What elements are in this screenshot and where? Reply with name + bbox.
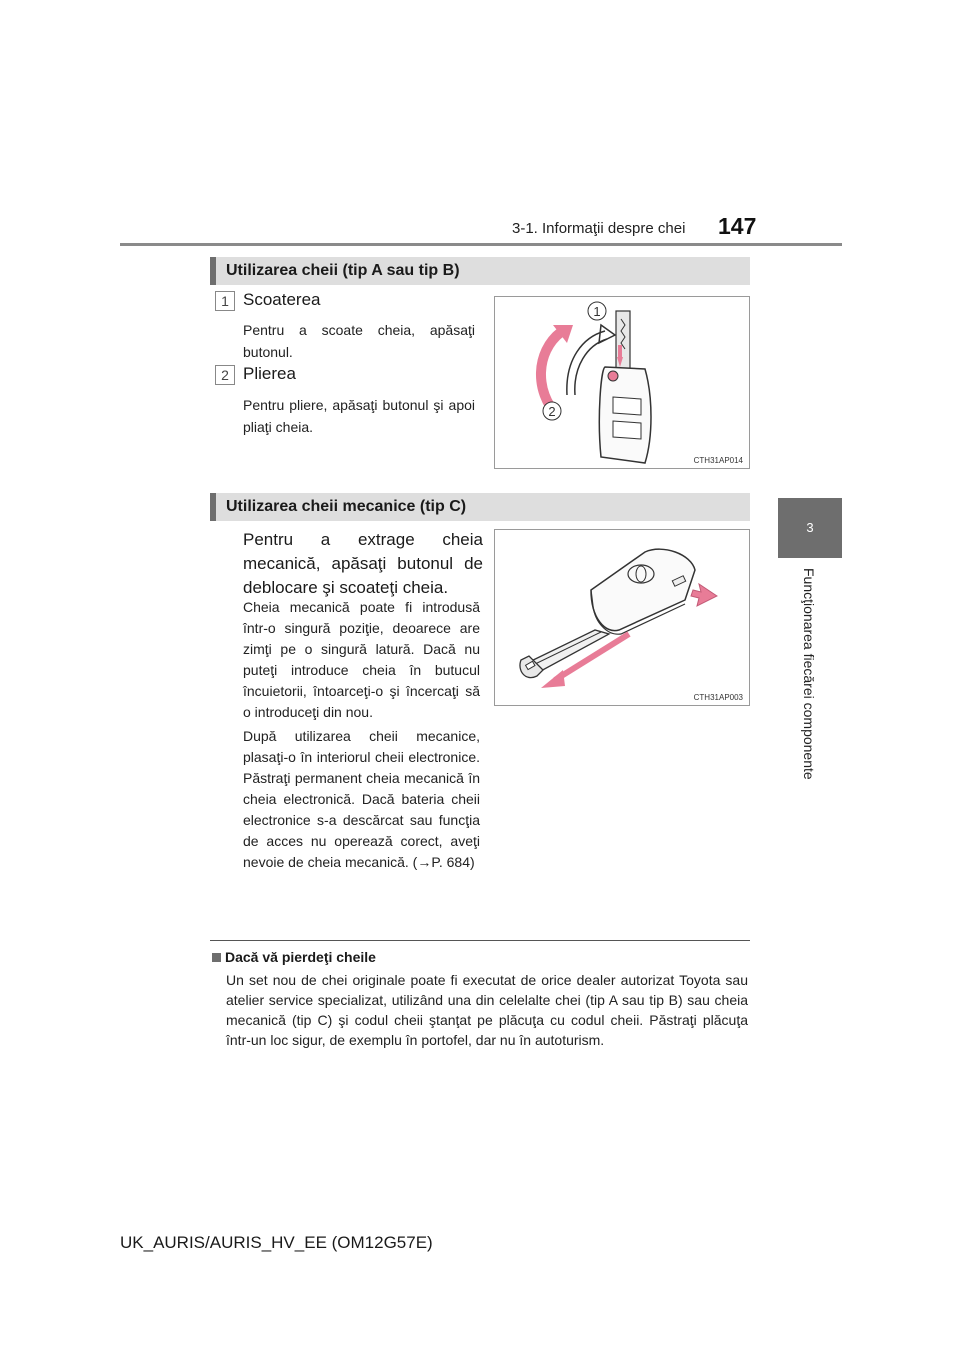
square-bullet-icon bbox=[212, 953, 221, 962]
callout-2-label: 2 bbox=[548, 404, 556, 419]
key-blade bbox=[616, 311, 630, 373]
chapter-label: Funcţionarea fiecărei componente bbox=[801, 568, 817, 780]
figure-key-fold bbox=[494, 296, 750, 469]
mechanical-key-note-1: Cheia mecanică poate fi introdusă într-o singură poziţie, deoarece are zimţi pe o singură latură. Dacă nu puteţi introduce cheia în butucul încuietorii, întoarceţi-o şi încercaţi să o introduceţi din nou. bbox=[243, 599, 480, 720]
note-heading-text: Dacă vă pierdeţi cheile bbox=[225, 949, 376, 965]
chapter-number: 3 bbox=[806, 520, 814, 535]
document-code: UK_AURIS/AURIS_HV_EE (OM12G57E) bbox=[120, 1233, 433, 1252]
note-heading bbox=[212, 949, 376, 965]
release-arrow bbox=[691, 584, 717, 606]
step-desc-2: Pentru pliere, apăsaţi butonul şi apoi pliaţi cheia. bbox=[243, 397, 475, 435]
section-header-text: Utilizarea cheii mecanice (tip C) bbox=[226, 498, 467, 515]
step-title-2: Plierea bbox=[243, 364, 296, 383]
step-title-1: Scoaterea bbox=[243, 290, 321, 309]
flip-key-illustration bbox=[495, 297, 749, 468]
step-desc-1: Pentru a scoate cheia, apăsaţi butonul. bbox=[243, 322, 475, 360]
chapter-tab bbox=[778, 498, 842, 558]
note-divider bbox=[210, 940, 750, 941]
smart-key-body bbox=[591, 549, 695, 630]
smart-key-illustration bbox=[495, 530, 749, 705]
figure-code: CTH31AP014 bbox=[693, 456, 743, 465]
header-rule bbox=[120, 243, 842, 246]
key-fob bbox=[599, 367, 651, 463]
figure-code: CTH31AP003 bbox=[693, 693, 743, 702]
step-number-1: 1 bbox=[215, 291, 235, 311]
figure-mechanical-key bbox=[494, 529, 750, 706]
mechanical-key-note-2: După utilizarea cheii mecanice, plasaţi-o în interiorul cheii electronice. Păstraţi permanent cheia mecanică în cheia electronică. Dacă bateria cheii electronice s-a descărcat sau funcţia de acces nu operează corect, aveţi nevoie de cheia mecanică. (→P. 684) bbox=[243, 728, 480, 870]
callout-1-label: 1 bbox=[593, 304, 601, 319]
section-header-key-type-ab bbox=[210, 257, 750, 285]
section-header-mechanical-key bbox=[210, 493, 750, 521]
step-number-2: 2 bbox=[215, 365, 235, 385]
note-body: Un set nou de chei originale poate fi executat de orice dealer autorizat Toyota sau atelier service specializat, utilizând una din celelalte chei (tip A sau tip B) sau cheia mecanică (tip C) şi codul cheii ştanţat pe plăcuţa cu codul cheii. Păstraţi plăcuţa într-un loc sigur, de exemplu în portofel, dar nu în autoturism. bbox=[226, 972, 748, 1048]
section-header-text: Utilizarea cheii (tip A sau tip B) bbox=[226, 262, 460, 279]
section-title: 3-1. Informaţii despre chei bbox=[512, 220, 686, 237]
mechanical-key-instruction: Pentru a extrage cheia mecanică, apăsaţi butonul de deblocare şi scoateţi cheia. bbox=[243, 530, 483, 597]
release-button bbox=[608, 371, 618, 381]
page-number: 147 bbox=[718, 213, 757, 239]
